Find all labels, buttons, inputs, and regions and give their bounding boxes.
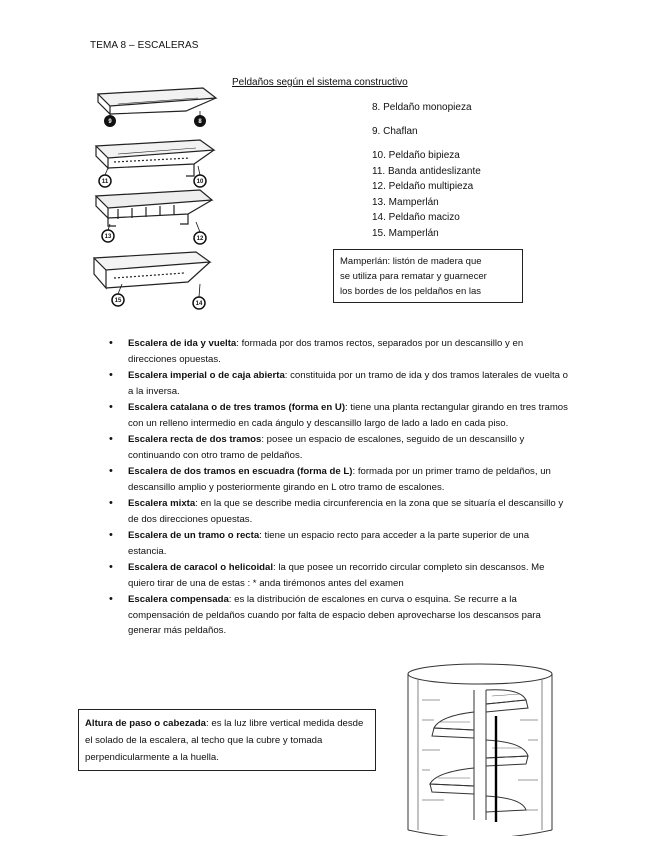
altura-text: : es la luz libre vertical medida desde el solado de la escalera, al techo que la cubre y tomada perpendicularmente a la huella. — [85, 718, 364, 763]
mamperlan-line-2: se utiliza para rematar y guarnecer — [340, 271, 487, 282]
section-title: Peldaños según el sistema constructivo — [232, 77, 408, 88]
label-9: 9 — [108, 119, 112, 126]
list-item: • Escalera compensada: es la distribución de escalones en curva o esquina. Se recurre a la compensación de peldaños cuando por falta de espacio deben aprovecharse los descansos para generar más peldaños. — [109, 593, 541, 636]
bullet-dot: • — [109, 529, 113, 541]
list-item: • Escalera mixta: en la que se describe media circunferencia en la zona que se situaría el descansillo y de dos direcciones opuestas. — [109, 497, 564, 525]
legend-item: 9. Chaflan — [372, 125, 418, 137]
bullet-dot: • — [109, 337, 113, 349]
list-item: • Escalera imperial o de caja abierta: constituida por un tramo de ida y dos tramos laterales de vuelta o a la inversa. — [109, 369, 568, 397]
peldano-multipieza-figure — [96, 190, 212, 226]
list-item: • Escalera de dos tramos en escuadra (forma de L): formada por un primer tramo de peldaños, un descansillo amplio y posteriormente girando en L otro tramo de escalones. — [109, 465, 551, 493]
peldano-monopieza-figure — [98, 88, 216, 114]
list-item: • Escalera catalana o de tres tramos (forma en U): tiene una planta rectangular girando en tres tramos con un relleno intermedio en cada ángulo y descansillo largo de lado a lado en cada piso. — [109, 401, 568, 429]
peldano-bipieza-figure — [96, 140, 214, 176]
spiral-staircase-illustration — [400, 660, 560, 836]
mamperlan-line-1: Mamperlán: listón de madera que — [340, 256, 482, 267]
legend-item: 12. Peldaño multipieza — [372, 181, 474, 192]
step-drawings-svg — [88, 78, 228, 318]
label-15: 15 — [114, 298, 122, 305]
list-item: • Escalera de caracol o helicoidal: la que posee un recorrido circular completo sin descansos. Me quiero tirar de una de estas : * anda tirémonos antes del examen — [109, 561, 545, 589]
legend-item: 11. Banda antideslizante — [372, 165, 481, 177]
legend-item: 13. Mamperlán — [372, 196, 439, 208]
mamperlan-note-box — [333, 249, 523, 303]
bullet-dot: • — [109, 465, 113, 477]
spiral-staircase-svg — [400, 660, 560, 836]
legend-item: 14. Peldaño macizo — [372, 212, 460, 223]
bullet-dot: • — [109, 369, 113, 381]
legend-item: 10. Peldaño bipieza — [372, 150, 460, 161]
label-12: 12 — [196, 236, 204, 243]
bullet-dot: • — [109, 593, 113, 605]
bullet-dot: • — [109, 401, 113, 413]
page-header: TEMA 8 – ESCALERAS — [90, 40, 199, 51]
step-illustrations — [88, 78, 228, 318]
label-8: 8 — [198, 119, 202, 126]
stair-types-list — [108, 336, 568, 640]
altura-term: Altura de paso o cabezada — [85, 718, 207, 729]
list-item: • Escalera de ida y vuelta: formada por dos tramos rectos, separados por un descansillo y en direcciones opuestas. — [109, 337, 524, 365]
bullet-dot: • — [109, 561, 113, 573]
list-item: • Escalera de un tramo o recta: tiene un espacio recto para acceder a la parte superior de una estancia. — [109, 529, 530, 557]
altura-de-paso-note — [78, 709, 376, 771]
legend-item: 8. Peldaño monopieza — [372, 102, 472, 113]
list-item: • Escalera recta de dos tramos: posee un espacio de escalones, seguido de un descansillo y continuando con otro tramo de peldaños. — [109, 433, 525, 461]
bullet-dot: • — [109, 433, 113, 445]
peldano-macizo-figure — [94, 252, 210, 288]
legend-list — [372, 100, 481, 241]
label-11: 11 — [101, 179, 109, 186]
bullet-dot: • — [109, 497, 113, 509]
legend-item: 15. Mamperlán — [372, 227, 439, 239]
label-10: 10 — [196, 179, 204, 186]
label-13: 13 — [104, 234, 112, 241]
label-14: 14 — [195, 301, 203, 308]
mamperlan-line-3: los bordes de los peldaños en las — [340, 286, 482, 297]
